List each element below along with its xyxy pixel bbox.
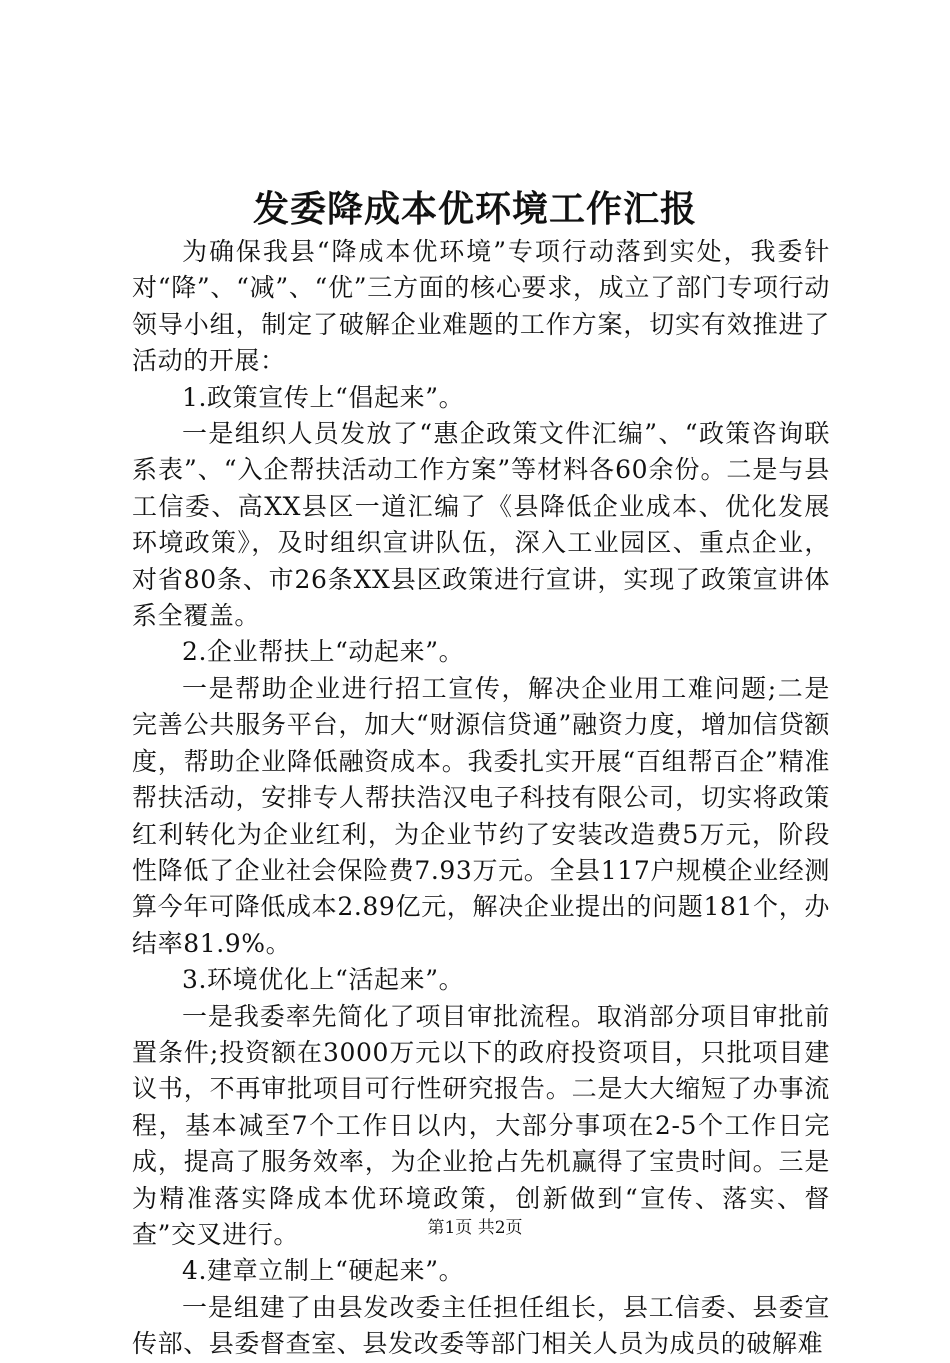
section-heading-2: 2.企业帮扶上“动起来”。 [182, 637, 465, 667]
paragraph-intro: 为确保我县“降成本优环境”专项行动落到实处，我委针对“降”、“减”、“优”三方面的核心要求，成立了部门专项行动领导小组，制定了破解企业难题的工作方案，切实有效推进了活动的开展： [132, 237, 830, 376]
paragraph-section-2: 一是帮助企业进行招工宣传，解决企业用工难问题;二是完善公共服务平台，加大“财源信贷通”融资力度，增加信贷额度，帮助企业降低融资成本。我委扎实开展“百组帮百企”精准帮扶活动，安排专人帮扶浩汉电子科技有限公司，切实将政策红利转化为企业红利，为企业节约了安装改造费5万元，阶段性降低了企业社会保险费7.93万元。全县117户规模企业经测算今年可降低成本2.89亿元，解决企业提出的问题181个，办结率81.9%。 [132, 673, 830, 958]
paragraph-section-4: 一是组建了由县发改委主任担任组长，县工信委、县委宣传部、县委督查室、县发改委等部门相关人员为成员的破解难 [132, 1292, 830, 1359]
section-heading-3: 3.环境优化上“活起来”。 [182, 965, 465, 995]
section-heading-1: 1.政策宣传上“倡起来”。 [182, 382, 465, 412]
document-title: 发委降成本优环境工作汇报 [252, 188, 697, 230]
paragraph-section-3: 一是我委率先简化了项目审批流程。取消部分项目审批前置条件;投资额在3000万元以下的政府投资项目，只批项目建议书，不再审批项目可行性研究报告。二是大大缩短了办事流程，基本减至7个工作日以内，大部分事项在2-5个工作日完成，提高了服务效率，为企业抢占先机赢得了宝贵时间。三是为精准落实降成本优环境政策，创新做到“宣传、落实、督查”交叉进行。 [132, 1001, 830, 1249]
page-footer: 第1页 共2页 [427, 1218, 523, 1238]
document-body [132, 234, 830, 1363]
section-heading-4: 4.建章立制上“硬起来”。 [182, 1256, 465, 1286]
paragraph-section-1: 一是组织人员发放了“惠企政策文件汇编”、“政策咨询联系表”、“入企帮扶活动工作方案”等材料各60余份。二是与县工信委、高XX县区一道汇编了《县降低企业成本、优化发展环境政策》，及时组织宣讲队伍，深入工业园区、重点企业，对省80条、市26条XX县区政策进行宣讲，实现了政策宣讲体系全覆盖。 [132, 419, 830, 631]
